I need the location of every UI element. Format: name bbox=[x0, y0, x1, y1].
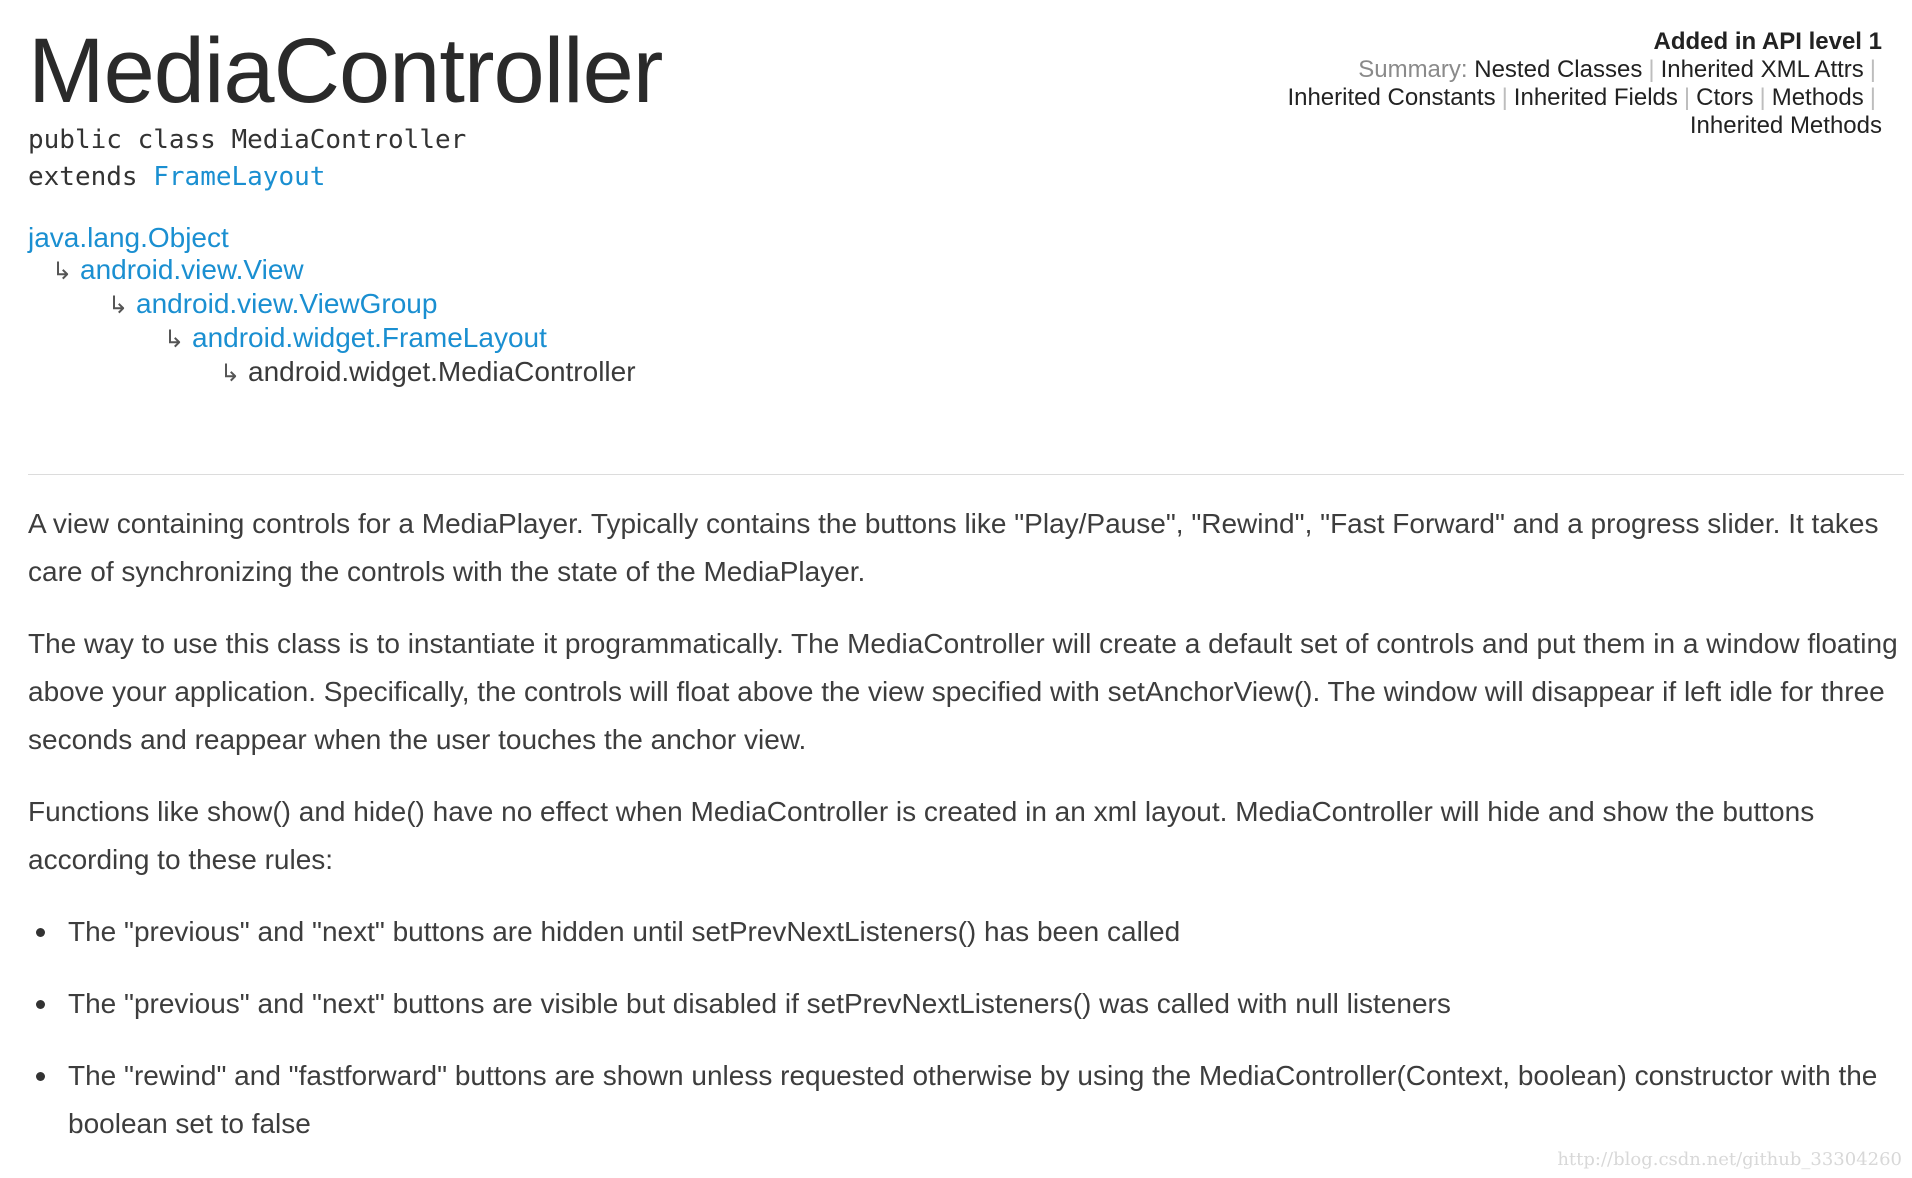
hierarchy-link-viewgroup[interactable]: android.view.ViewGroup bbox=[136, 288, 438, 319]
summary-label: Summary: bbox=[1358, 56, 1468, 83]
subclass-arrow-icon: ↳ bbox=[108, 292, 129, 319]
list-item bbox=[68, 908, 1906, 956]
bullet-icon bbox=[36, 1072, 45, 1081]
hierarchy-current-class: android.widget.MediaController bbox=[248, 356, 636, 387]
api-level-label: Added in API level 1 bbox=[1653, 28, 1882, 55]
summary-separator: | bbox=[1501, 84, 1508, 111]
watermark: http://blog.csdn.net/github_33304260 bbox=[1557, 1149, 1902, 1170]
extends-link-framelayout[interactable]: FrameLayout bbox=[153, 162, 326, 192]
hierarchy-link-framelayout[interactable]: android.widget.FrameLayout bbox=[192, 322, 547, 353]
extends-line bbox=[28, 159, 466, 196]
summary-nav bbox=[1162, 56, 1882, 140]
declaration-line: public class MediaController bbox=[28, 125, 467, 155]
hierarchy-row bbox=[28, 254, 636, 288]
section-divider bbox=[28, 474, 1904, 475]
summary-separator: | bbox=[1869, 56, 1876, 83]
hierarchy-row bbox=[28, 322, 636, 356]
bullet-icon bbox=[36, 928, 45, 937]
api-summary-box bbox=[1162, 28, 1882, 140]
hierarchy-link-object[interactable]: java.lang.Object bbox=[28, 222, 229, 253]
inheritance-hierarchy bbox=[28, 222, 636, 390]
rule-text: The "previous" and "next" buttons are hidden until setPrevNextListeners() has been called bbox=[68, 916, 1181, 947]
subclass-arrow-icon: ↳ bbox=[52, 258, 73, 285]
rules-list bbox=[28, 908, 1906, 1148]
summary-link-methods[interactable]: Methods bbox=[1771, 84, 1864, 111]
summary-link-inherited-fields[interactable]: Inherited Fields bbox=[1513, 84, 1678, 111]
description-paragraph: The way to use this class is to instantiate it programmatically. The MediaController will create a default set of controls and put them in a window floating above your application. Specifically, the controls will float above the view specified with setAnchorView(). The window will disappear if left idle for three seconds and reappear when the user touches the anchor view. bbox=[28, 628, 1898, 755]
description-paragraph: A view containing controls for a MediaPlayer. Typically contains the buttons like "Play/Pause", "Rewind", "Fast Forward" and a progress slider. It takes care of synchronizing the controls with the state of the MediaPlayer. bbox=[28, 508, 1879, 587]
class-description bbox=[28, 500, 1906, 1172]
extends-keyword: extends bbox=[28, 162, 138, 192]
summary-separator: | bbox=[1869, 84, 1876, 111]
summary-link-inherited-methods[interactable]: Inherited Methods bbox=[1689, 112, 1882, 139]
list-item bbox=[68, 980, 1906, 1028]
subclass-arrow-icon: ↳ bbox=[164, 326, 185, 353]
subclass-arrow-icon: ↳ bbox=[220, 360, 241, 387]
class-declaration bbox=[28, 122, 466, 196]
rule-text: The "previous" and "next" buttons are visible but disabled if setPrevNextListeners() was called with null listeners bbox=[68, 988, 1451, 1019]
hierarchy-row bbox=[28, 222, 636, 254]
summary-separator: | bbox=[1683, 84, 1691, 111]
summary-link-inherited-constants[interactable]: Inherited Constants bbox=[1287, 84, 1496, 111]
description-paragraph: Functions like show() and hide() have no effect when MediaController is created in an xml layout. MediaController will hide and show the buttons according to these rules: bbox=[28, 796, 1815, 875]
summary-link-nested-classes[interactable]: Nested Classes bbox=[1474, 56, 1643, 83]
summary-link-ctors[interactable]: Ctors bbox=[1696, 84, 1754, 111]
hierarchy-row bbox=[28, 288, 636, 322]
bullet-icon bbox=[36, 1000, 45, 1009]
hierarchy-row bbox=[28, 356, 636, 390]
hierarchy-link-view[interactable]: android.view.View bbox=[80, 254, 304, 285]
summary-separator: | bbox=[1648, 56, 1655, 83]
summary-separator: | bbox=[1759, 84, 1766, 111]
page-title: MediaController bbox=[28, 20, 663, 122]
rule-text: The "rewind" and "fastforward" buttons are shown unless requested otherwise by using the MediaController(Context, boolean) constructor with the boolean set to false bbox=[68, 1060, 1878, 1139]
list-item bbox=[68, 1052, 1906, 1148]
summary-link-inherited-xml-attrs[interactable]: Inherited XML Attrs bbox=[1660, 56, 1864, 83]
